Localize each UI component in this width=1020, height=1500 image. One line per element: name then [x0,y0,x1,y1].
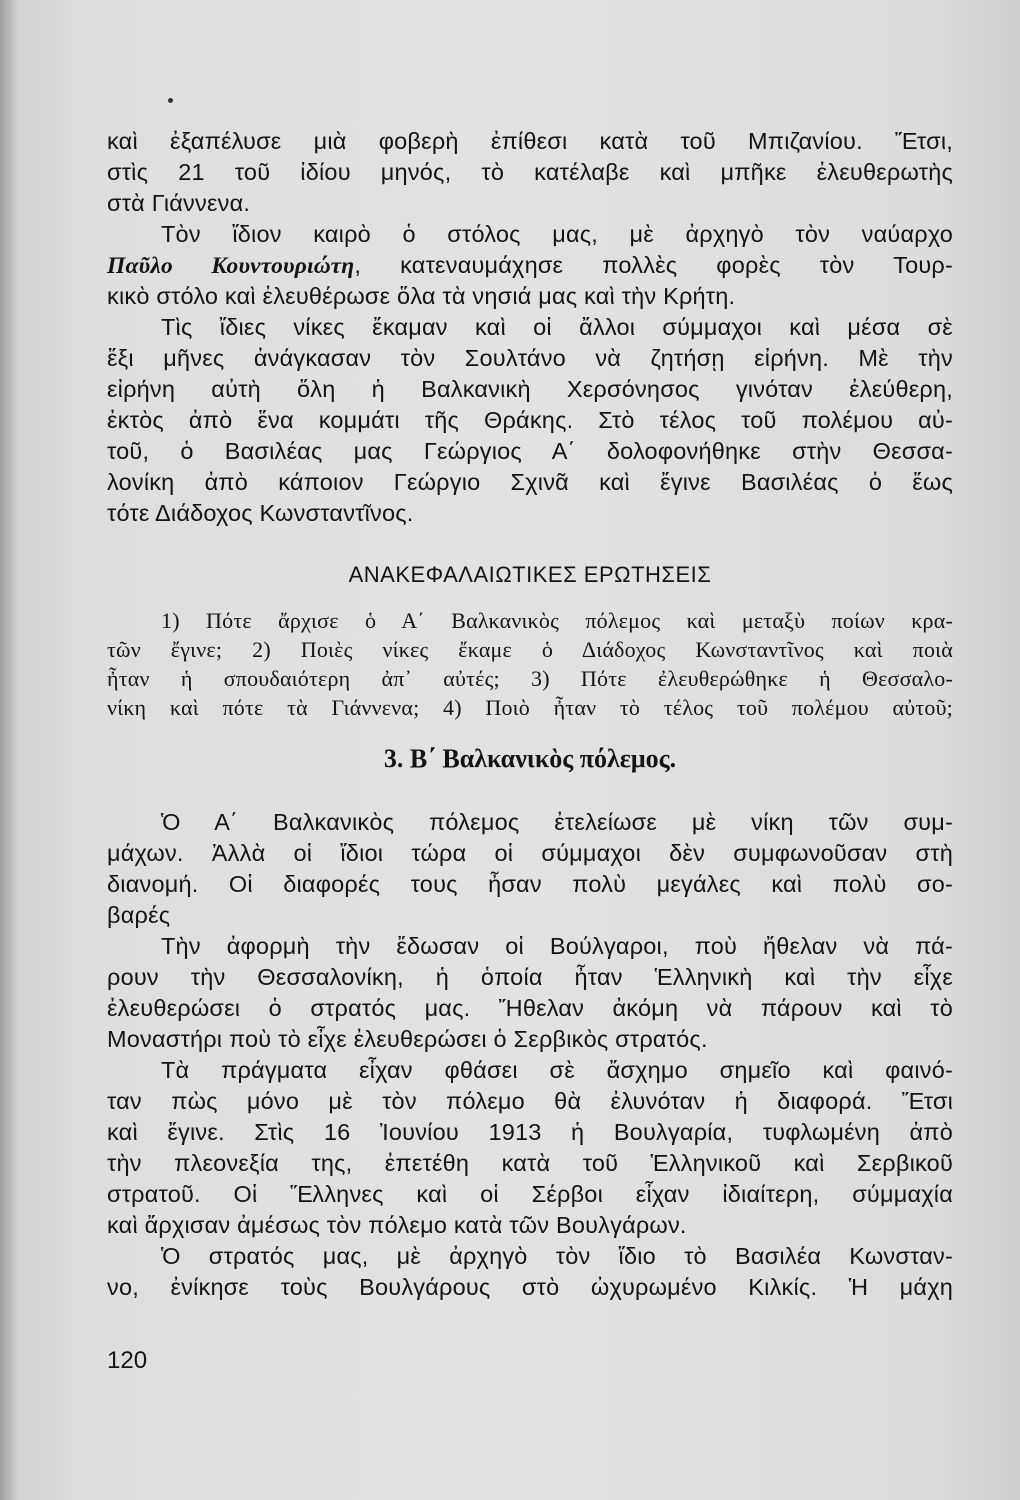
ink-speck [168,98,173,103]
paragraph-line: Ὁ στρατός μας, μὲ ἀρχηγὸ τὸν ἴδιο τὸ Βασιλέα Κωνσταν- [161,1243,953,1269]
page-number: 120 [107,1347,148,1374]
paragraph-line [107,250,953,281]
paragraph-line: ταν πὼς μόνο μὲ τὸν πόλεμο θὰ ἐλυνόταν ἡ διαφορά. Ἔτσι [107,1088,953,1114]
paragraph-line: ἐλευθερώσει ὁ στρατός μας. Ἤθελαν ἀκόμη νὰ πάρουν καὶ τὸ [107,995,953,1021]
questions-block [107,606,953,722]
text-block-bottom [107,807,953,1303]
paragraph-line: καὶ ἐξαπέλυσε μιὰ φοβερὴ ἐπίθεσι κατὰ τοῦ Μπιζανίου. Ἔτσι, [107,128,953,154]
paragraph-line: στὶς 21 τοῦ ἰδίου μηνός, τὸ κατέλαβε καὶ μπῆκε ἐλευθερωτὴς [107,159,953,185]
paragraph-line: λονίκη ἀπὸ κάποιον Γεώργιο Σχινᾶ καὶ ἔγινε Βασιλέας ὁ ἕως [107,469,953,495]
paragraph-line: καὶ ἔγινε. Στὶς 16 Ἰουνίου 1913 ἡ Βουλγαρία, τυφλωμένη ἀπὸ [107,1119,953,1145]
paragraph-line: Μοναστήρι ποὺ τὸ εἶχε ἐλευθερώσει ὁ Σερβικὸς στρατός. [107,1026,708,1052]
admiral-name: Παῦλο Κουντουριώτη [107,253,355,279]
questions-heading: ΑΝΑΚΕΦΑΛΑΙΩΤΙΚΕΣ ΕΡΩΤΗΣΕΙΣ [348,562,712,587]
paragraph-line: τοῦ, ὁ Βασιλέας μας Γεώργιος Α΄ δολοφονήθηκε στὴν Θεσσα- [107,438,953,464]
section-heading: 3. Β΄ Βαλκανικὸς πόλεμος. [383,744,677,773]
paragraph-line: εἰρήνη αὐτὴ ὅλη ἡ Βαλκανικὴ Χερσόνησος γινόταν ἐλεύθερη, [107,376,953,402]
paragraph-line: μάχων. Ἀλλὰ οἱ ἴδιοι τώρα οἱ σύμμαχοι δὲν συμφωνοῦσαν στὴ [107,840,953,866]
paragraph-line: Τὴν ἀφορμὴ τὴν ἔδωσαν οἱ Βούλγαροι, ποὺ ἤθελαν νὰ πά- [161,933,953,959]
paragraph-line: κικὸ στόλο καὶ ἐλευθέρωσε ὅλα τὰ νησιά μας καὶ τὴν Κρήτη. [107,283,736,309]
paragraph-line: Τὸν ἴδιον καιρὸ ὁ στόλος μας, μὲ ἀρχηγὸ τὸν ναύαρχο [161,221,953,247]
paragraph-line: Ὁ Α΄ Βαλκανικὸς πόλεμος ἐτελείωσε μὲ νίκη τῶν συμ- [161,809,953,835]
paragraph-line: νο, ἐνίκησε τοὺς Βουλγάρους στὸ ὠχυρωμένο Κιλκίς. Ἡ μάχη [107,1274,953,1300]
question-line: 1) Πότε ἄρχισε ὁ Α΄ Βαλκανικὸς πόλεμος καὶ μεταξὺ ποίων κρα- [161,608,953,633]
question-line: νίκη καὶ πότε τὰ Γιάννενα; 4) Ποιὸ ἦταν τὸ τέλος τοῦ πολέμου αὐτοῦ; [107,695,953,720]
question-line: ἦταν ἡ σπουδαιότερη ἀπ᾽ αὐτές; 3) Πότε ἐλευθερώθηκε ἡ Θεσσαλο- [107,666,953,691]
paragraph-line: στὰ Γιάννενα. [107,190,251,216]
paragraph-line: ἕξι μῆνες ἀνάγκασαν τὸν Σουλτάνο νὰ ζητήσῃ εἰρήνη. Μὲ τὴν [107,345,953,371]
paragraph-line: στρατοῦ. Οἱ Ἕλληνες καὶ οἱ Σέρβοι εἶχαν ἰδιαίτερη, σύμμαχία [107,1181,953,1207]
paragraph-line: διανομή. Οἱ διαφορές τους ἦσαν πολὺ μεγάλες καὶ πολὺ σο- [107,871,953,897]
paragraph-line: καὶ ἄρχισαν ἀμέσως τὸν πόλεμο κατὰ τῶν Βουλγάρων. [107,1212,687,1238]
text-block-top [107,126,953,529]
paragraph-line: ρουν τὴν Θεσσαλονίκη, ἡ ὁποία ἦταν Ἑλληνικὴ καὶ τὴν εἶχε [107,964,953,990]
paragraph-text: , κατεναυμάχησε πολλὲς φορὲς τὸν Τουρ- [354,252,953,278]
paragraph-line: βαρές [107,902,171,928]
paragraph-line: Τὶς ἴδιες νίκες ἔκαμαν καὶ οἱ ἄλλοι σύμμαχοι καὶ μέσα σὲ [161,314,953,340]
question-line: τῶν ἔγινε; 2) Ποιὲς νίκες ἔκαμε ὁ Διάδοχος Κωνσταντῖνος καὶ ποιὰ [107,637,953,662]
paragraph-line: ἐκτὸς ἀπὸ ἕνα κομμάτι τῆς Θράκης. Στὸ τέλος τοῦ πολέμου αὐ- [107,407,953,433]
paragraph-line: τὴν πλεονεξία της, ἐπετέθη κατὰ τοῦ Ἑλληνικοῦ καὶ Σερβικοῦ [107,1150,953,1176]
paragraph-line: τότε Διάδοχος Κωνσταντῖνος. [107,500,414,526]
paragraph-line: Τὰ πράγματα εἶχαν φθάσει σὲ ἄσχημο σημεῖο καὶ φαινό- [161,1057,953,1083]
